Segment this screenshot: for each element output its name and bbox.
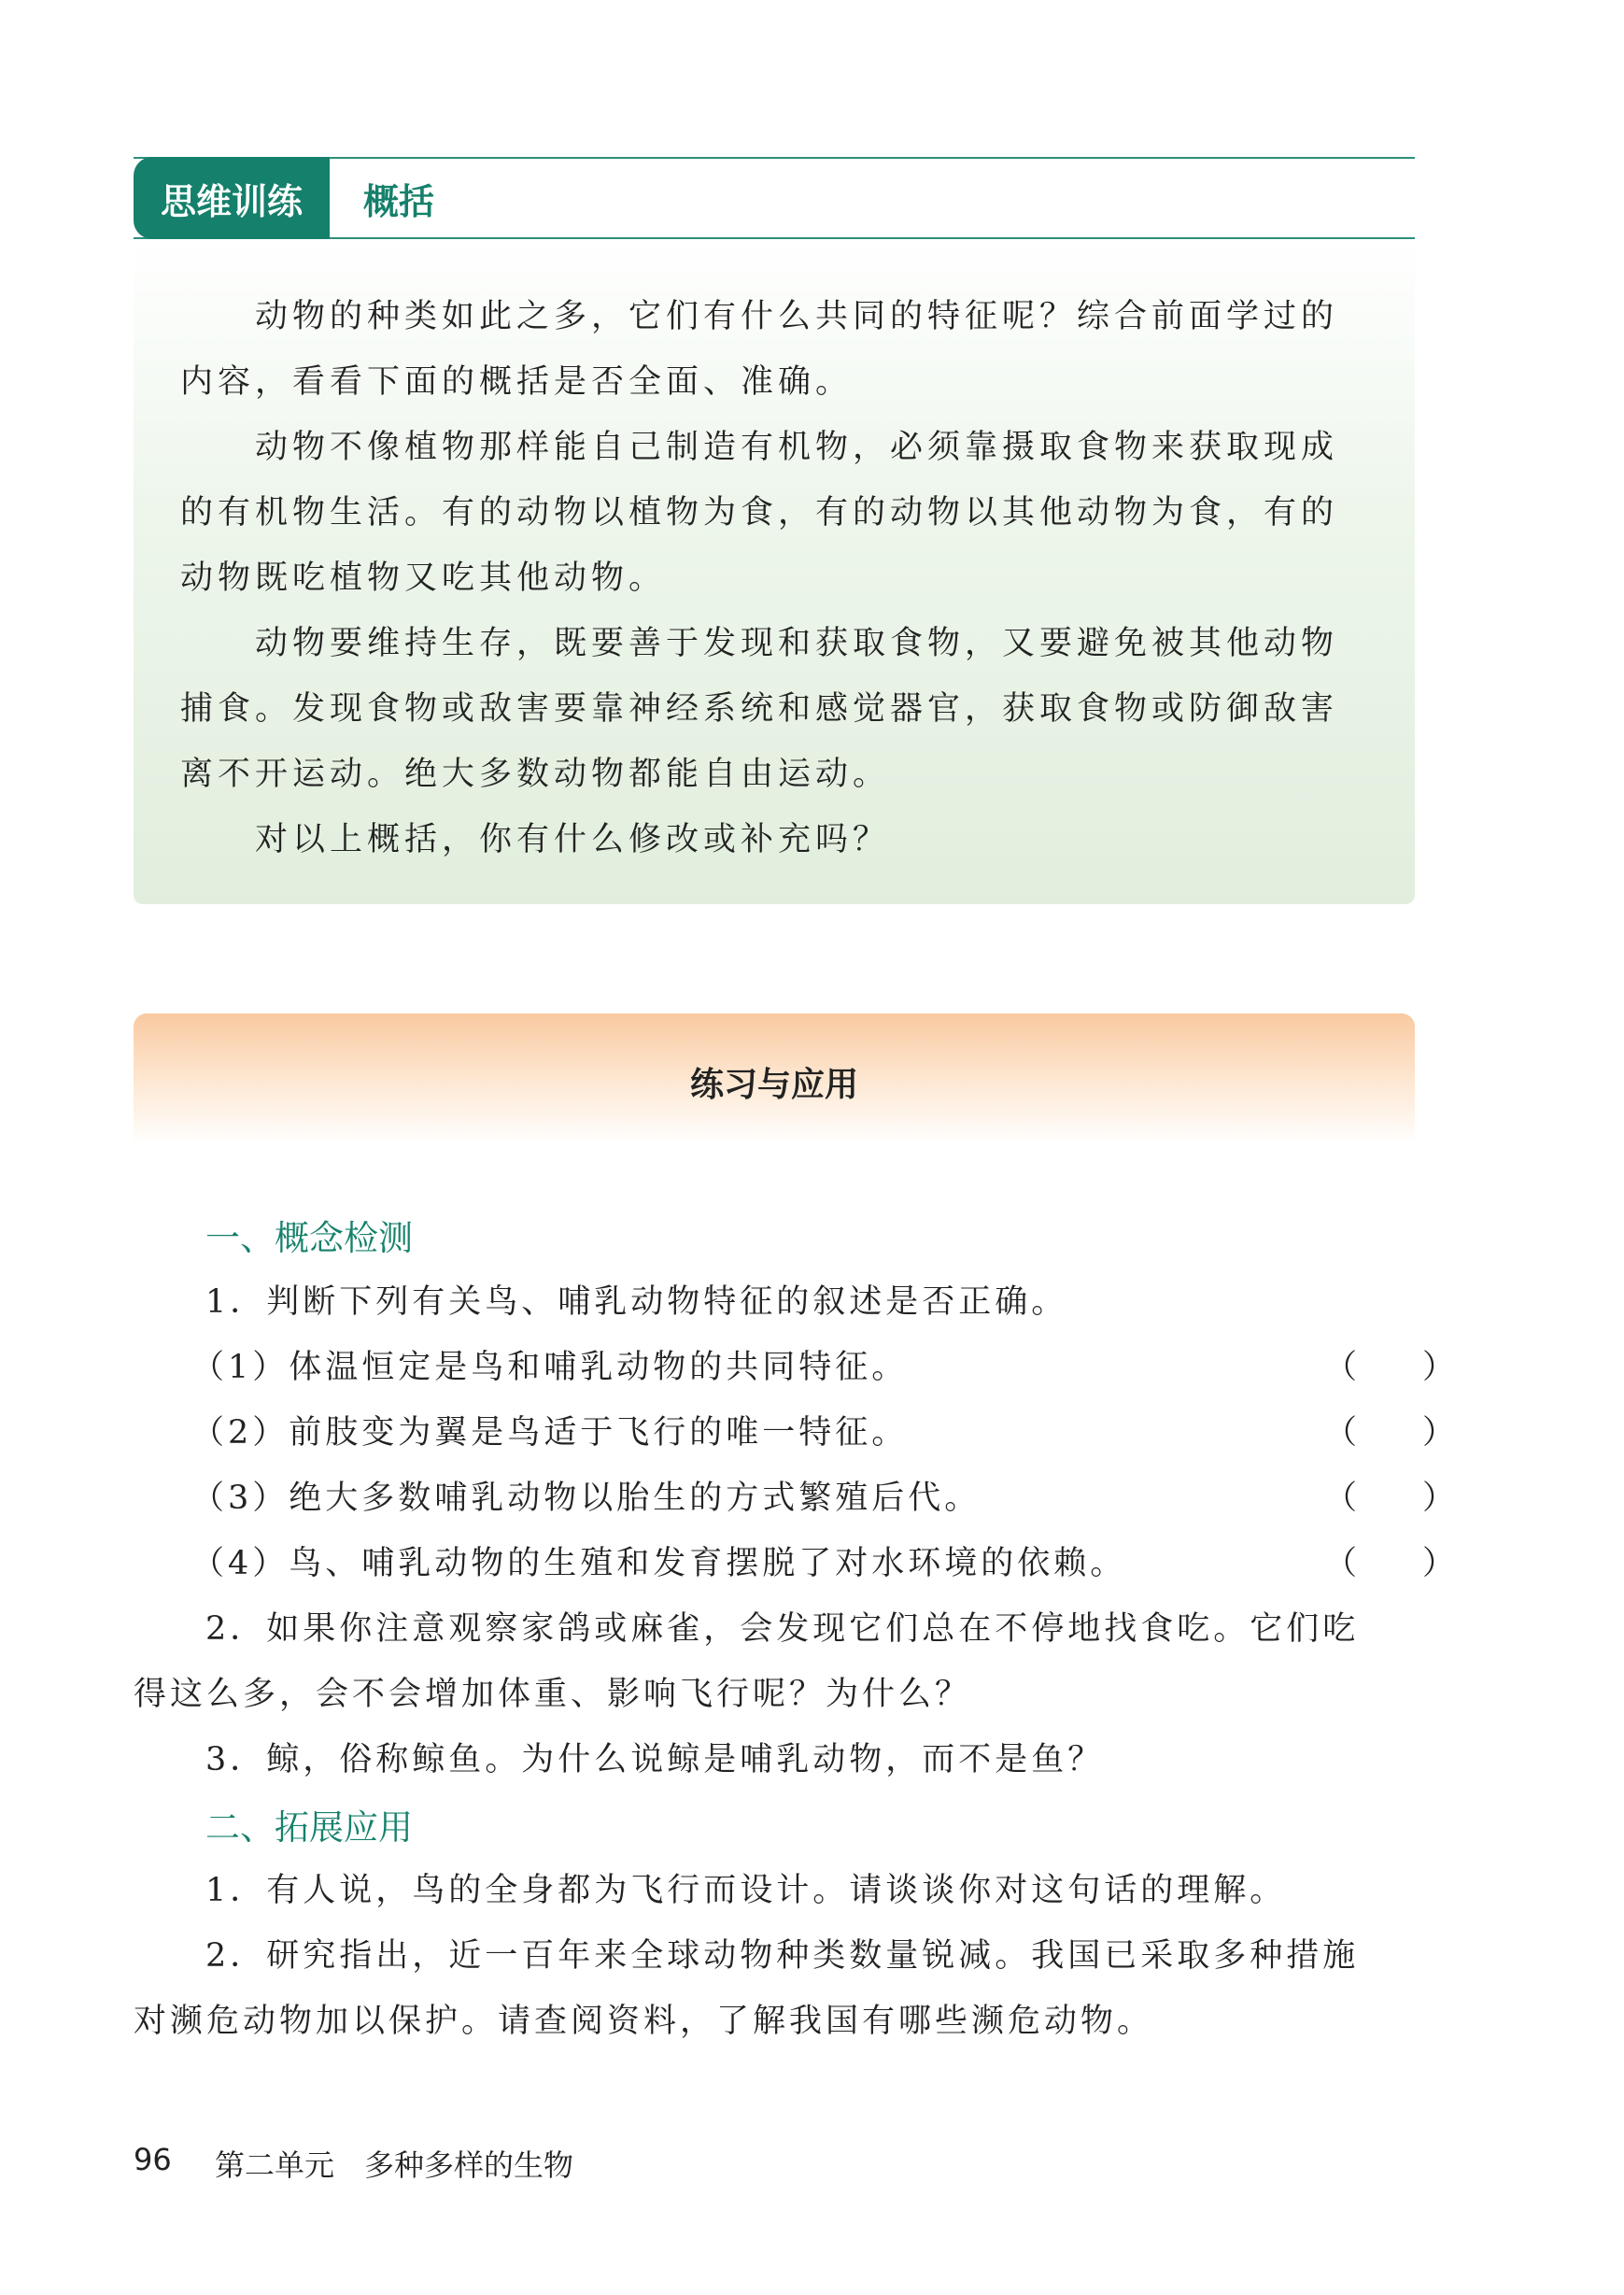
question-1-item-1: （1）体温恒定是鸟和哺乳动物的共同特征。 [191, 1349, 909, 1386]
thinking-paragraph-3 [180, 611, 1366, 807]
paragraph-text: 内容，看看下面的概括是否全面、准确。 [180, 363, 854, 401]
question-1-item-3: （3）绝大多数哺乳动物以胎生的方式繁殖后代。 [191, 1480, 981, 1517]
question-3: 3．鲸，俗称鲸鱼。为什么说鲸是哺乳动物，而不是鱼？ [205, 1741, 1105, 1778]
section-concept-check: 一、概念检测 [205, 1218, 413, 1258]
answer-blank-3[interactable]: （ ） [1324, 1480, 1456, 1517]
practice-title: 练习与应用 [689, 1066, 858, 1104]
thinking-title: 概括 [363, 180, 435, 222]
extended-question-2-line-1: 2．研究指出，近一百年来全球动物种类数量锐减。我国已采取多种措施 [205, 1937, 1360, 1975]
extended-question-1: 1．有人说，鸟的全身都为飞行而设计。请谈谈你对这句话的理解。 [205, 1872, 1287, 1909]
thinking-tag: 思维训练 [134, 157, 330, 239]
question-2-line-2: 得这么多，会不会增加体重、影响飞行呢？为什么？ [134, 1676, 972, 1713]
question-2-line-1: 2．如果你注意观察家鸽或麻雀，会发现它们总在不停地找食吃。它们吃 [205, 1610, 1360, 1648]
paragraph-text: 动物既吃植物又吃其他动物。 [180, 560, 667, 597]
answer-blank-4[interactable]: （ ） [1324, 1545, 1456, 1582]
thinking-paragraph-1 [180, 284, 1366, 415]
thinking-paragraph-2 [180, 415, 1366, 611]
practice-banner [134, 1013, 1415, 1144]
paragraph-text: 动物的种类如此之多，它们有什么共同的特征呢？综合前面学过的 [255, 298, 1339, 335]
paragraph-text: 的有机物生活。有的动物以植物为食，有的动物以其他动物为食，有的 [180, 494, 1339, 531]
page-number: 96 [134, 2142, 172, 2177]
question-1-item-4: （4）鸟、哺乳动物的生殖和发育摆脱了对水环境的依赖。 [191, 1545, 1127, 1582]
paragraph-text: 动物要维持生存，既要善于发现和获取食物，又要避免被其他动物 [255, 625, 1339, 662]
extended-question-2-line-2: 对濒危动物加以保护。请查阅资料，了解我国有哪些濒危动物。 [134, 2003, 1154, 2040]
footer-unit-title: 第二单元 多种多样的生物 [215, 2147, 574, 2183]
thinking-header [134, 157, 1415, 239]
paragraph-text: 捕食。发现食物或敌害要靠神经系统和感觉器官，获取食物或防御敌害 [180, 690, 1339, 728]
section-extended-application: 二、拓展应用 [205, 1807, 413, 1848]
thinking-box [134, 239, 1415, 904]
answer-blank-1[interactable]: （ ） [1324, 1349, 1456, 1386]
question-1: 1．判断下列有关鸟、哺乳动物特征的叙述是否正确。 [205, 1283, 1068, 1321]
question-1-item-2: （2）前肢变为翼是鸟适于飞行的唯一特征。 [191, 1414, 909, 1452]
paragraph-text: 对以上概括，你有什么修改或补充吗？ [255, 821, 891, 858]
answer-blank-2[interactable]: （ ） [1324, 1414, 1456, 1452]
thinking-paragraph-4 [180, 807, 1366, 872]
paragraph-text: 动物不像植物那样能自己制造有机物，必须靠摄取食物来获取现成 [255, 429, 1339, 466]
paragraph-text: 离不开运动。绝大多数动物都能自由运动。 [180, 756, 891, 793]
